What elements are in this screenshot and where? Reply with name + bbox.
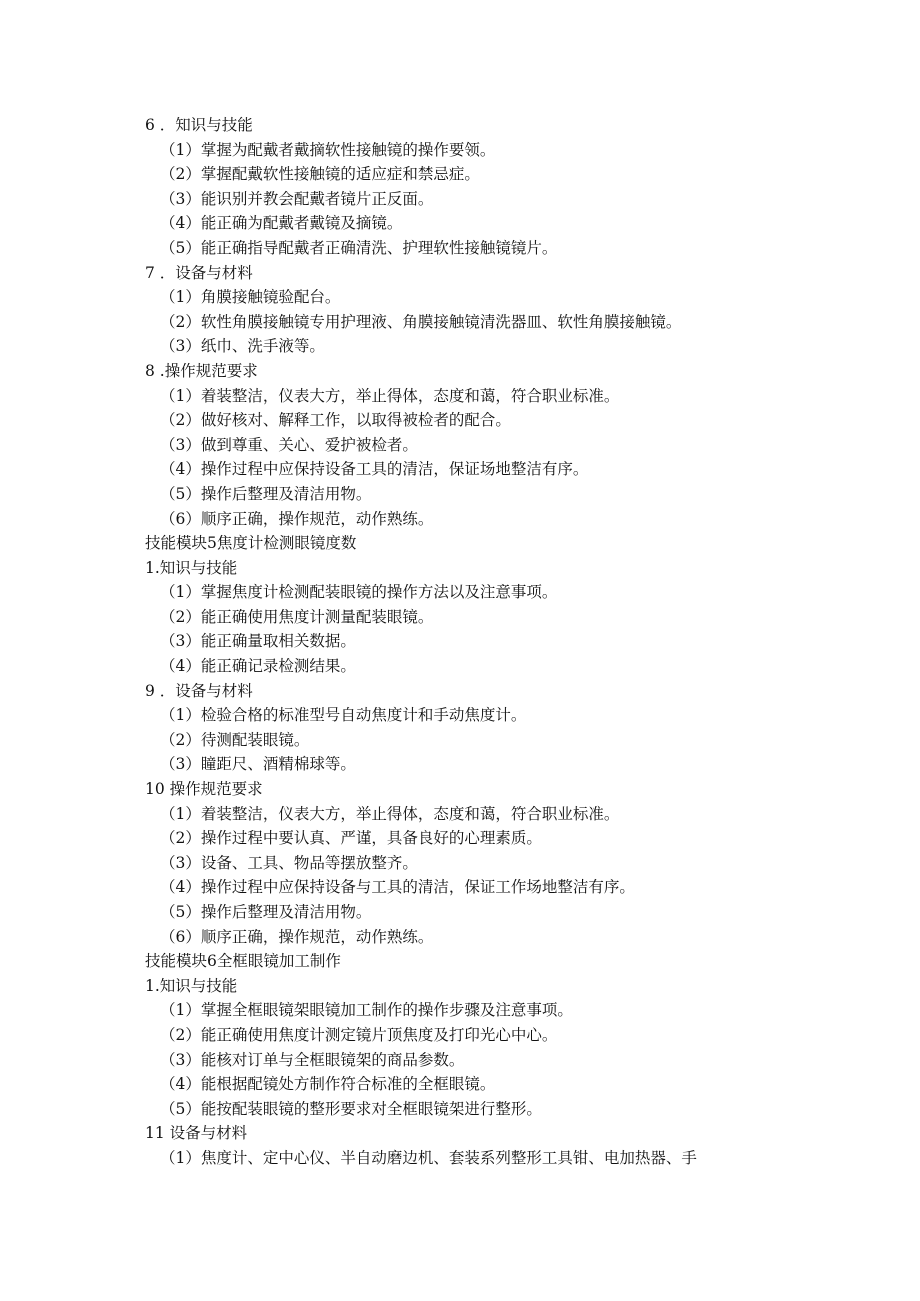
section-heading: 技能模块6全框眼镜加工制作 [145, 952, 341, 971]
section-heading: 7 ．设备与材料 [145, 263, 253, 282]
list-item: （2）软性角膜接触镜专用护理液、角膜接触镜清洗器皿、软性角膜接触镜。 [160, 312, 682, 331]
list-item: （1）着装整洁，仪表大方，举止得体，态度和蔼，符合职业标准。 [160, 386, 620, 405]
list-item: （4）能正确记录检测结果。 [160, 657, 356, 676]
list-item: （5）能正确指导配戴者正确清洗、护理软性接触镜镜片。 [160, 238, 558, 257]
list-item: （4）能根据配镜处方制作符合标准的全框眼镜。 [160, 1075, 496, 1094]
list-item: （2）做好核对、解释工作，以取得被检者的配合。 [160, 411, 511, 430]
list-item: （1）着装整洁，仪表大方，举止得体，态度和蔼，符合职业标准。 [160, 804, 620, 823]
list-item: （1）掌握焦度计检测配装眼镜的操作方法以及注意事项。 [160, 583, 558, 602]
list-item: （2）能正确使用焦度计测量配装眼镜。 [160, 607, 434, 626]
list-item: （1）检验合格的标准型号自动焦度计和手动焦度计。 [160, 706, 527, 725]
list-item: （1）掌握为配戴者戴摘软性接触镜的操作要领。 [160, 140, 496, 159]
list-item: （3）能核对订单与全框眼镜架的商品参数。 [160, 1050, 465, 1069]
list-item: （2）操作过程中要认真、严谨，具备良好的心理素质。 [160, 829, 542, 848]
list-item: （4）操作过程中应保持设备与工具的清洁，保证工作场地整洁有序。 [160, 878, 635, 897]
list-item: （3）做到尊重、关心、爱护被检者。 [160, 435, 418, 454]
list-item: （4）能正确为配戴者戴镜及摘镜。 [160, 214, 403, 233]
list-item: （1）角膜接触镜验配台。 [160, 288, 341, 307]
section-heading: 技能模块5焦度计检测眼镜度数 [145, 534, 357, 553]
list-item: （3）纸巾、洗手液等。 [160, 337, 325, 356]
list-item: （2）能正确使用焦度计测定镜片顶焦度及打印光心中心。 [160, 1025, 558, 1044]
list-item: （1）掌握全框眼镜架眼镜加工制作的操作步骤及注意事项。 [160, 1001, 573, 1020]
list-item: （1）焦度计、定中心仪、半自动磨边机、套装系列整形工具钳、电加热器、手 [160, 1148, 697, 1167]
list-item: （6）顺序正确，操作规范，动作熟练。 [160, 927, 434, 946]
section-heading: 1.知识与技能 [145, 976, 238, 995]
list-item: （3）瞳距尺、酒精棉球等。 [160, 755, 356, 774]
section-heading: 11 设备与材料 [145, 1124, 248, 1143]
section-heading: 1.知识与技能 [145, 558, 238, 577]
list-item: （5）能按配装眼镜的整形要求对全框眼镜架进行整形。 [160, 1099, 542, 1118]
section-heading: 9 ．设备与材料 [145, 681, 253, 700]
list-item: （3）设备、工具、物品等摆放整齐。 [160, 853, 418, 872]
list-item: （2）待测配装眼镜。 [160, 730, 310, 749]
section-heading: 6 ．知识与技能 [145, 116, 253, 134]
list-item: （5）操作后整理及清洁用物。 [160, 484, 372, 503]
list-item: （5）操作后整理及清洁用物。 [160, 903, 372, 921]
section-heading: 8 .操作规范要求 [145, 361, 258, 380]
list-item: （3）能正确量取相关数据。 [160, 632, 356, 651]
list-item: （4）操作过程中应保持设备工具的清洁，保证场地整洁有序。 [160, 460, 589, 479]
document-body [0, 113, 920, 1171]
list-item: （3）能识别并教会配戴者镜片正反面。 [160, 189, 434, 208]
section-heading: 10 操作规范要求 [145, 780, 263, 799]
list-item: （2）掌握配戴软性接触镜的适应症和禁忌症。 [160, 165, 480, 184]
list-item: （6）顺序正确，操作规范，动作熟练。 [160, 509, 434, 528]
